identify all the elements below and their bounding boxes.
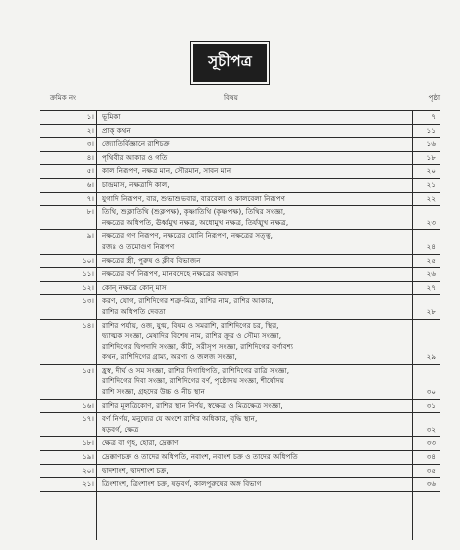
table-row: [40, 193, 440, 207]
row-subject: [102, 194, 414, 205]
row-subject: [102, 283, 414, 294]
subject-line: যুগাদি নিরূপণ, বার, শুভাশুভবার, বারবেলা ও কালবেলা নিরূপণ: [102, 193, 285, 203]
subject-line: রাশির পর্যায়, ওজ, যুগ্ম, বিষম ও সমরাশি, রাশিদিগের চর, স্থির,: [102, 320, 279, 330]
page-title: সূচীপত্র: [193, 44, 267, 82]
table-header: [40, 92, 440, 104]
subject-line: নক্ষত্রের বর্ণ নিরূপণ, মানবদেহে নক্ষত্রের অবস্থান: [102, 269, 239, 279]
row-subject: [102, 269, 414, 280]
row-page-number: ২৬: [426, 269, 436, 279]
table-row: [40, 152, 440, 166]
row-number: ২০।: [82, 465, 94, 475]
row-subject: [102, 479, 414, 490]
subject-line: বর্ণ নির্ণয়, মনুষ্যের যে অংশে রাশির অধিকার, বৃদ্ধি স্থান,: [102, 414, 258, 424]
row-subject: [102, 414, 414, 435]
header-subject: বিষয়: [224, 94, 238, 102]
row-number: ২১।: [82, 479, 94, 489]
row-subject: [102, 321, 414, 363]
subject-line: ষড়বর্গ, ক্ষেত্র: [102, 424, 139, 434]
row-page-number: ৩৪: [426, 452, 436, 462]
subject-line: জ্যোতির্বিজ্ঞানে রাশিচক্র: [102, 139, 170, 149]
row-subject: [102, 452, 414, 463]
row-number: ১৩।: [82, 296, 94, 306]
subject-line: ত্রিংশাংশ, ত্রিংশাংশ চক্র, ষড়বর্গ, কালপুরুষের অঙ্গ বিভাগ: [102, 479, 262, 489]
row-subject: [102, 231, 414, 252]
title-area: [0, 44, 460, 82]
row-page-number: ২৩: [426, 217, 436, 227]
row-subject: [102, 466, 414, 477]
row-number: ১৯।: [82, 452, 94, 462]
row-page-number: ৩১: [426, 400, 436, 410]
table-row: [40, 465, 440, 479]
subject-line: ক্ষেত্র বা গৃহ, হোরা, দ্রেক্কাণ: [102, 438, 179, 448]
table-row: [40, 365, 440, 400]
subject-line: কাল নিরূপণ, নক্ষত্র মান, সৌরমান, সাবন মান: [102, 166, 232, 176]
row-number: ৭।: [86, 193, 94, 203]
row-page-number: ১৮: [426, 152, 436, 162]
table-row: [40, 320, 440, 365]
row-subject: [102, 438, 414, 449]
row-page-number: ২৪: [426, 241, 436, 251]
row-subject: [102, 180, 414, 191]
contents-table: [40, 110, 440, 492]
row-subject: [102, 207, 414, 228]
table-row: [40, 110, 440, 125]
table-row: [40, 138, 440, 152]
table-row: [40, 282, 440, 296]
subject-line: দ্রেক্কাণচক্র ও তাদের অধিপতি, নবাংশ, নবাংশ চক্র ও তাদের অধিপতি: [102, 452, 298, 462]
row-page-number: ৩২: [426, 424, 436, 434]
row-page-number: ২২: [426, 193, 436, 203]
row-page-number: ২১: [426, 179, 436, 189]
table-row: [40, 478, 440, 492]
row-subject: [102, 166, 414, 177]
table-row: [40, 255, 440, 269]
table-row: [40, 295, 440, 319]
subject-line: রাশিদিগের দিবা সংজ্ঞা, রাশিদিগের বর্ণ, পৃষ্ঠোদয় সংজ্ঞা, শীর্ষোদয়: [102, 376, 284, 386]
row-page-number: ১৬: [426, 139, 436, 149]
row-page-number: ৩৬: [426, 479, 436, 489]
table-row: [40, 179, 440, 193]
row-subject: [102, 256, 414, 267]
subject-line: নক্ষত্রের স্ত্রী, পুরুষ ও ক্লীব বিভাজন: [102, 255, 201, 265]
row-page-number: ৭: [431, 112, 436, 121]
row-page-number: ২৯: [426, 352, 436, 362]
subject-line: প্রাক্‌ কথন: [102, 125, 131, 135]
row-page-number: ২০: [426, 166, 436, 176]
table-row: [40, 165, 440, 179]
row-page-number: ৩৫: [426, 465, 436, 475]
subject-line: নক্ষত্রের গণ নিরূপণ, নক্ষত্রের যোনি নিরূপণ, নক্ষত্রের সত্ত্ব,: [102, 231, 273, 241]
table-row: [40, 206, 440, 230]
row-page-number: ৩০: [426, 387, 436, 397]
subject-line: রাশিদিগের দ্বিপদাদি সংজ্ঞা, কীট, সরীসৃপ সংজ্ঞা, রাশিদিগের বর্ণাবশ্য: [102, 341, 293, 351]
row-subject: [102, 139, 414, 150]
table-row: [40, 125, 440, 139]
row-page-number: ৩৩: [426, 438, 436, 448]
row-number: ৪।: [86, 152, 94, 162]
row-number: ১৮।: [82, 438, 94, 448]
subject-line: নক্ষত্রের অধিপতি, ঊর্ধ্বমুখ নক্ষত্র, অধোমুখ নক্ষত্র, তির্যঙ্মুখ নক্ষত্র,: [102, 217, 289, 227]
subject-line: হ্রস্ব, দীর্ঘ ও সম সংজ্ঞা, রাশির দিগাধিপতি, রাশিদিগের রাত্রি সংজ্ঞা,: [102, 365, 290, 375]
subject-line: তিথি, শুক্লাতিথি (শুক্লপক্ষ), কৃষ্ণাতিথি (কৃষ্ণপক্ষ), তিথির সংজ্ঞা,: [102, 207, 286, 217]
subject-line: রাশির মূলত্রিকোণ, রাশির স্থান নির্ণয়, স্বক্ষেত্র ও মিত্রক্ষেত্র সংজ্ঞা,: [102, 400, 283, 410]
row-subject: [102, 112, 414, 123]
row-number: ৫।: [86, 166, 94, 176]
row-number: ৮।: [86, 207, 94, 217]
header-serial: ক্রমিক নং: [50, 94, 77, 102]
row-number: ১৫।: [82, 365, 94, 375]
row-number: ২।: [86, 125, 94, 135]
row-number: ৯।: [86, 231, 94, 241]
table-row: [40, 268, 440, 282]
subject-line: চান্দ্রমাস, নক্ষত্রাদি কাল,: [102, 179, 170, 189]
subject-line: রাশির অধিপতি দেবতা: [102, 306, 166, 316]
subject-line: রজঃ ও তমোগুণ নিরূপণ: [102, 241, 175, 251]
row-number: ৩।: [86, 139, 94, 149]
row-page-number: ২৫: [426, 255, 436, 265]
row-number: ১৪।: [82, 320, 94, 330]
row-page-number: ১১: [426, 125, 436, 135]
subject-line: রাশি সংজ্ঞা, গ্রহদের উচ্চ ও নীচ স্থান: [102, 387, 205, 397]
subject-line: করণ, যোগ, রাশিদিগের শত্রু-মিত্র, রাশির নাম, রাশির আকার,: [102, 296, 274, 306]
row-page-number: ২৮: [426, 306, 436, 316]
table-row: [40, 230, 440, 254]
subject-line: পৃথিবীর আকার ও গতি: [102, 152, 168, 162]
row-subject: [102, 126, 414, 137]
subject-line: কোন্‌ নক্ষত্রে কোন্‌ মাস: [102, 282, 167, 292]
row-subject: [102, 296, 414, 317]
subject-line: দ্বাদশাংশ, দ্বাদশাংশ চক্র,: [102, 465, 169, 475]
row-subject: [102, 153, 414, 164]
table-row: [40, 451, 440, 465]
subject-line: কথন, রাশিদিগের গ্রাম্য, অরণ্য ও জলজ সংজ্ঞা,: [102, 352, 237, 362]
row-number: ১১।: [82, 269, 94, 279]
row-subject: [102, 401, 414, 412]
header-page: পৃষ্ঠা: [428, 94, 440, 102]
subject-line: দ্ব্যাত্মক সংজ্ঞা, মেষাদির বিশেষ নাম, রাশির ক্রূর ও সৌম্য সংজ্ঞা,: [102, 331, 282, 341]
row-number: ১২।: [82, 282, 94, 292]
row-number: ১৭।: [82, 414, 94, 424]
row-number: ১।: [86, 112, 94, 121]
table-row: [40, 413, 440, 437]
row-number: ১০।: [82, 255, 94, 265]
row-number: ১৬।: [82, 400, 94, 410]
row-subject: [102, 366, 414, 398]
table-row: [40, 400, 440, 414]
row-page-number: ২৭: [426, 282, 436, 292]
table-row: [40, 437, 440, 451]
row-number: ৬।: [86, 179, 94, 189]
subject-line: ভূমিকা: [102, 112, 121, 121]
